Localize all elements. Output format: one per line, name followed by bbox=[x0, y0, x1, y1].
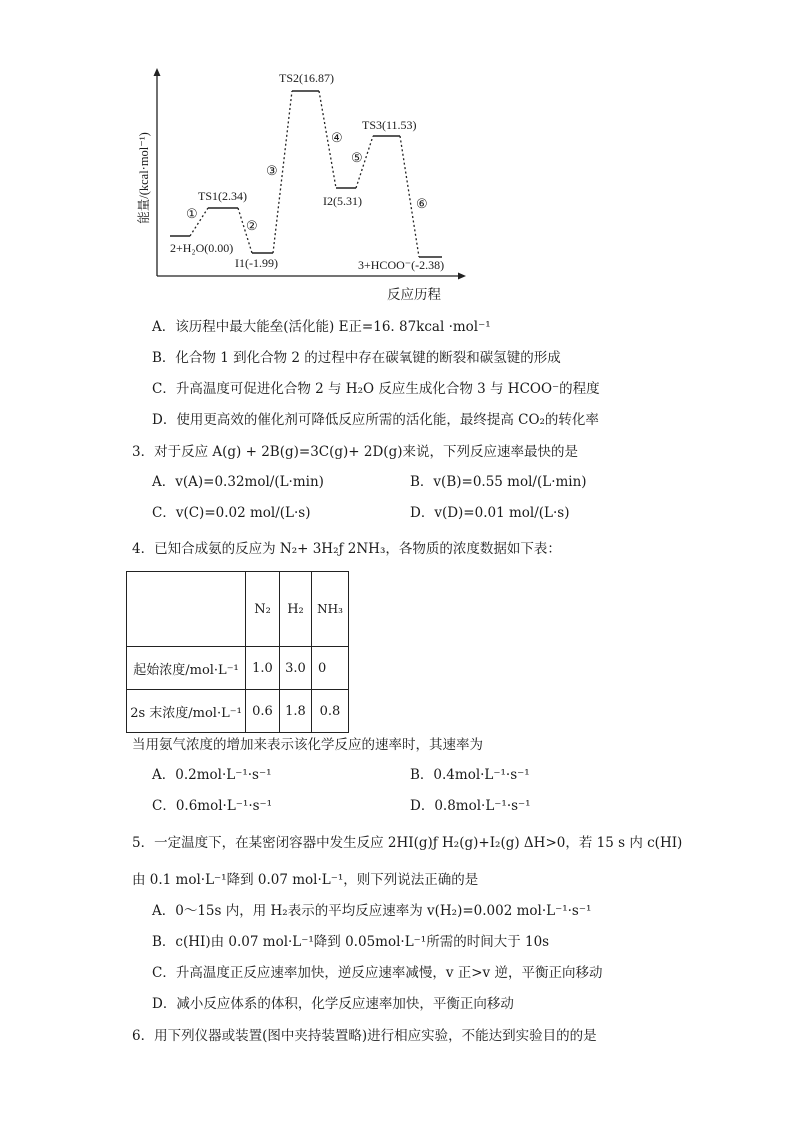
q5-stem-line1: 5．一定温度下，在某密闭容器中发生反应 2HI(g)ƒ H₂(g)+I₂(g) ΔH>0，若 15 s 内 c(HI) bbox=[132, 835, 683, 851]
table-header-cell: N₂ bbox=[246, 572, 280, 647]
q5-option-c: C．升高温度正反应速率加快，逆反应速率减慢，v 正>v 逆，平衡正向移动 bbox=[152, 965, 603, 981]
concentration-table bbox=[126, 571, 349, 733]
q4-stem: 4．已知合成氨的反应为 N₂+ 3H₂ƒ 2NH₃，各物质的浓度数据如下表： bbox=[132, 541, 561, 557]
table-row bbox=[127, 647, 349, 690]
table-row bbox=[127, 690, 349, 733]
q2-option-b: B．化合物 1 到化合物 2 的过程中存在碳氧键的断裂和碳氢键的形成 bbox=[152, 350, 561, 366]
q2-option-d: D．使用更高效的催化剂可降低反应所需的活化能，最终提高 CO₂的转化率 bbox=[152, 412, 599, 428]
x-axis-arrow bbox=[458, 273, 466, 280]
table-cell: 0 bbox=[312, 647, 349, 690]
table-cell: 0.6 bbox=[246, 690, 280, 733]
step-marker: ③ bbox=[266, 163, 278, 178]
table-header-cell bbox=[127, 572, 246, 647]
q5-option-b: B．c(HI)由 0.07 mol·L⁻¹降到 0.05mol·L⁻¹所需的时间大于 10s bbox=[152, 934, 550, 950]
table-header-cell: H₂ bbox=[280, 572, 312, 647]
q2-option-c: C．升高温度可促进化合物 2 与 H₂O 反应生成化合物 3 与 HCOO⁻的程度 bbox=[152, 381, 600, 397]
state-label: TS2(16.87) bbox=[279, 71, 334, 85]
step-marker: ④ bbox=[331, 130, 343, 145]
state-label: TS3(11.53) bbox=[362, 118, 417, 132]
state-label: 2+H₂O(0.00) bbox=[170, 241, 234, 255]
table-header-row bbox=[127, 572, 349, 647]
q2-option-a: A．该历程中最大能垒(活化能) E正=16. 87kcal ·mol⁻¹ bbox=[152, 319, 491, 335]
energy-profile-diagram bbox=[130, 60, 470, 305]
state-label: TS1(2.34) bbox=[198, 189, 247, 203]
state-label: 3+HCOO⁻(-2.38) bbox=[358, 258, 445, 272]
q3-option-a: A．v(A)=0.32mol/(L·min) bbox=[152, 474, 324, 490]
state-label: I2(5.31) bbox=[323, 194, 362, 208]
q3-option-b: B．v(B)=0.55 mol/(L·min) bbox=[410, 474, 587, 490]
table-cell: 0.8 bbox=[312, 690, 349, 733]
y-axis-label: 能量/(kcal·mol⁻¹) bbox=[137, 132, 151, 224]
q5-stem-line2: 由 0.1 mol·L⁻¹降到 0.07 mol·L⁻¹，则下列说法正确的是 bbox=[132, 872, 479, 888]
q3-option-d: D．v(D)=0.01 mol/(L·s) bbox=[410, 505, 570, 521]
q5-option-d: D．减小反应体系的体积，化学反应速率加快，平衡正向移动 bbox=[152, 996, 514, 1012]
q4-followup: 当用氨气浓度的增加来表示该化学反应的速率时，其速率为 bbox=[132, 737, 483, 753]
q4-option-c: C．0.6mol·L⁻¹·s⁻¹ bbox=[152, 798, 273, 814]
step-marker: ⑤ bbox=[351, 150, 363, 165]
table-cell: 1.0 bbox=[246, 647, 280, 690]
table-header-cell: NH₃ bbox=[312, 572, 349, 647]
q3-option-c: C．v(C)=0.02 mol/(L·s) bbox=[152, 505, 311, 521]
step-marker: ① bbox=[186, 206, 198, 221]
q6-stem: 6．用下列仪器或装置(图中夹持装置略)进行相应实验，不能达到实验目的的是 bbox=[132, 1028, 597, 1044]
q5-option-a: A．0～15s 内，用 H₂表示的平均反应速率为 v(H₂)=0.002 mol·L⁻¹·s⁻¹ bbox=[152, 903, 592, 919]
q4-option-b: B．0.4mol·L⁻¹·s⁻¹ bbox=[410, 767, 530, 783]
table-cell: 1.8 bbox=[280, 690, 312, 733]
step-marker: ⑥ bbox=[416, 196, 428, 211]
table-cell: 起始浓度/mol·L⁻¹ bbox=[127, 647, 246, 690]
table-cell: 3.0 bbox=[280, 647, 312, 690]
q3-stem: 3．对于反应 A(g) + 2B(g)=3C(g)+ 2D(g)来说，下列反应速率最快的是 bbox=[132, 444, 578, 460]
x-axis-label: 反应历程 bbox=[387, 287, 441, 302]
table-cell: 2s 末浓度/mol·L⁻¹ bbox=[127, 690, 246, 733]
step-marker: ② bbox=[246, 218, 258, 233]
q4-option-d: D．0.8mol·L⁻¹·s⁻¹ bbox=[410, 798, 531, 814]
q4-option-a: A．0.2mol·L⁻¹·s⁻¹ bbox=[152, 767, 272, 783]
y-axis-arrow bbox=[154, 68, 161, 76]
state-label: I1(-1.99) bbox=[235, 256, 278, 270]
